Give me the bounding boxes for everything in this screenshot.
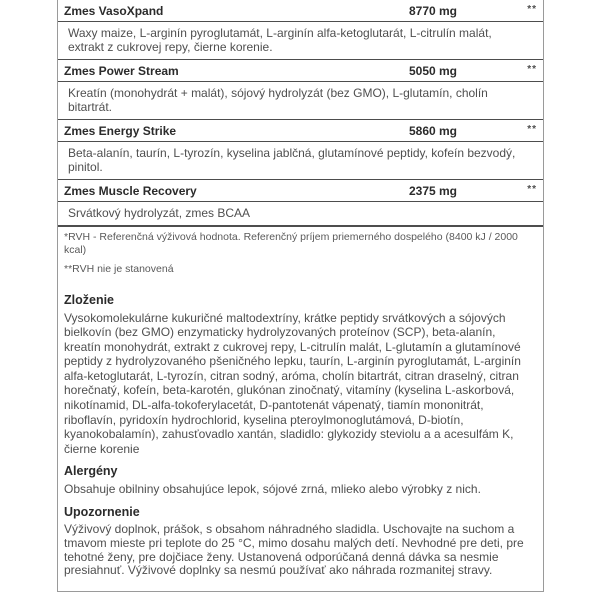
text-sections (58, 283, 543, 579)
supplement-label-panel (57, 0, 544, 592)
section-body: Obsahuje obilniny obsahujúce lepok, sójové zrná, mlieko alebo výrobky z nich. (64, 482, 481, 497)
footnote-rvh-not-set: **RVH nie je stanovená (64, 263, 174, 275)
blend-header (58, 60, 543, 82)
blend-header (58, 120, 543, 142)
section-zlozenie (64, 293, 537, 457)
blend-header (58, 0, 543, 22)
section-upozornenie (64, 505, 537, 578)
blend-footnote-mark: ** (527, 184, 537, 195)
section-body: Výživový doplnok, prášok, s obsahom náhradného sladidla. Uschovajte na suchom a tmavom mieste pri teplote do 25 °C, mimo dosahu malých detí. Nevhodné pre deti, pre tehotné ženy, pre dojčiace ženy. Ustanovená odporúčaná denná dávka sa nesmie presiahnuť. Výživové doplnky sa nesmú používať ako náhrada rozmanitej stravy. (64, 522, 524, 578)
section-alergeny (64, 464, 537, 497)
blend-amount: 2375 mg (408, 184, 458, 198)
blend-row-power-stream (58, 60, 543, 120)
blend-header (58, 180, 543, 202)
footnotes (58, 227, 543, 276)
footnote-rvh-definition: *RVH - Referenčná výživová hodnota. Referenčný príjem priemerného dospelého (8400 kJ / 2000 kcal) (64, 231, 518, 256)
section-heading: Alergény (64, 464, 118, 479)
blend-footnote-mark: ** (527, 64, 537, 75)
section-heading: Zloženie (64, 292, 115, 307)
blend-footnote-mark: ** (527, 124, 537, 135)
blend-row-energy-strike (58, 120, 543, 180)
blend-row-muscle-recovery (58, 180, 543, 227)
blend-description: Waxy maize, L-arginín pyroglutamát, L-arginín alfa-ketoglutarát, L-citrulín malát, extrakt z cukrovej repy, čierne korenie. (58, 22, 543, 60)
section-body: Vysokomolekulárne kukuričné maltodextríny, krátke peptidy srvátkových a sójových bielkovín (bez GMO) enzymaticky hydrolyzovaných proteínov (SCP), beta-alanín, kreatín monohydrát, extrakt z cukrovej repy, L-citrulín malát, L-glutamín a glutamínové peptidy z hydrolyzovaného pšeničného lepku, taurín, L-arginín pyroglutamát, L-arginín alfa-ketoglutarát, L-tyrozín, citran sodný, aróma, cholín bitartrát, citran draselný, citran horečnatý, kofeín, beta-karotén, glukónan zinočnatý, vitamíny (kyselina L-askorbová, nikotínamid, DL-alfa-tokoferylacetát, D-pantotenát vápenatý, tiamín mononitrát, riboflavín, pyridoxín hydrochlorid, kyselina pteroylmonoglutámová, D-biotín, kyanokobalamín), zahusťovadlo xantán, sladidlo: glykozidy steviolu a a acesulfám K, čierne korenie (64, 310, 521, 456)
blend-name: Zmes VasoXpand (64, 4, 164, 18)
blend-row-vasoxpand (58, 0, 543, 60)
blend-name: Zmes Power Stream (64, 64, 179, 78)
blend-name: Zmes Energy Strike (64, 124, 177, 138)
blend-description: Kreatín (monohydrát + malát), sójový hydrolyzát (bez GMO), L-glutamín, cholín bitartrát. (58, 82, 543, 120)
blend-name: Zmes Muscle Recovery (64, 184, 197, 198)
blend-amount: 5860 mg (408, 124, 458, 138)
blends-table (58, 0, 543, 227)
blend-amount: 5050 mg (408, 64, 458, 78)
section-heading: Upozornenie (64, 505, 140, 520)
blend-amount: 8770 mg (408, 4, 458, 18)
blend-description: Beta-alanín, taurín, L-tyrozín, kyselina jablčná, glutamínové peptidy, kofeín bezvodý, pinitol. (58, 142, 543, 180)
blend-description: Srvátkový hydrolyzát, zmes BCAA (58, 202, 543, 227)
blend-footnote-mark: ** (527, 4, 537, 15)
